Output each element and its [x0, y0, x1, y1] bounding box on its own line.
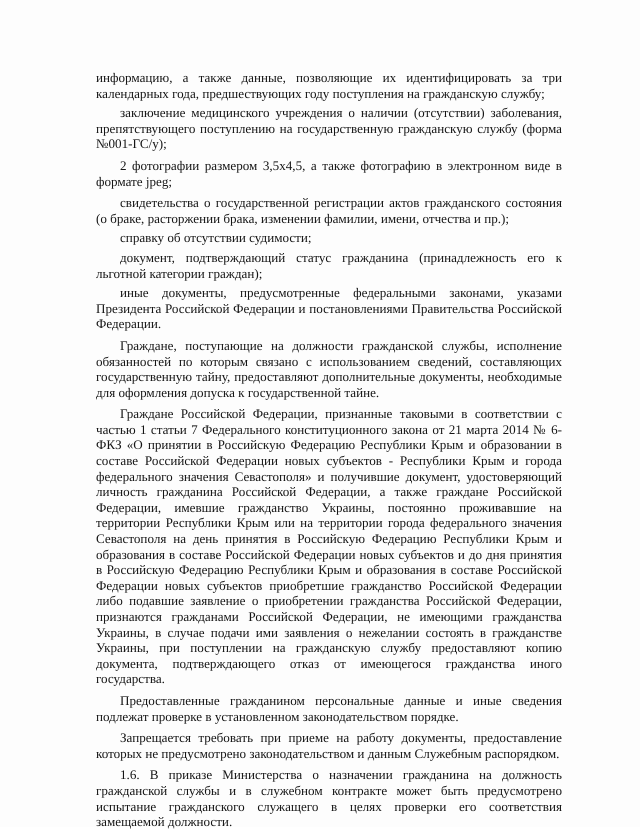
- paragraph-12: 1.6. В приказе Министерства о назначении гражданина на должность гражданской службы и в служебном контракте может быть предусмотрено испытание гражданского служащего в целях проверки его соответствия замещаемой должности.: [96, 767, 562, 830]
- paragraph-6: документ, подтверждающий статус гражданина (принадлежность его к льготной категории граждан);: [96, 249, 562, 281]
- paragraph-3: 2 фотографии размером 3,5х4,5, а также фотографию в электронном виде в формате jpeg;: [96, 157, 562, 189]
- paragraph-7: иные документы, предусмотренные федеральными законами, указами Президента Российской Федерации и постановлениями Правительства Российской Федерации.: [96, 285, 562, 332]
- paragraph-8: Граждане, поступающие на должности гражданской службы, исполнение обязанностей по которым связано с использованием сведений, составляющих государственную тайну, предоставляют дополнительные документы, необходимые для оформления допуска к государственной тайне.: [96, 337, 562, 400]
- paragraph-2: заключение медицинского учреждения о наличии (отсутствии) заболевания, препятствующего поступлению на государственную гражданскую службу (форма №001-ГС/у);: [96, 105, 562, 152]
- paragraph-5: справку об отсутствии судимости;: [120, 230, 312, 246]
- paragraph-9: Граждане Российской Федерации, признанные таковыми в соответствии с частью 1 статьи 7 Федерального конституционного закона от 21 марта 2014 № 6-ФКЗ «О принятии в Российскую Федерацию Республики Крым и образовании в составе Российской Федерации новых субъектов - Республики Крым и города федерального значения Севастополя» и получившие документ, удостоверяющий личность гражданина Российской Федерации, а также граждане Российской Федерации, имевшие гражданство Украины, постоянно проживавшие на территории Республики Крым или на территории города федерального значения Севастополя на день принятия в Российскую Федерацию Республики Крым и образования в составе Российской Федерации новых субъектов и до дня принятия в Российскую Федерацию Республики Крым и образования в составе Российской Федерации новых субъектов приобретшие гражданство Российской Федерации либо подавшие заявление о приобретении гражданства Российской Федерации, признаются гражданами Российской Федерации, не имеющими гражданства Украины, в случае подачи ими заявления о нежелании состоять в гражданстве Украины, при поступлении на гражданскую службу предоставляют копию документа, подтверждающего отказ от имеющегося гражданства иного государства.: [96, 406, 562, 687]
- paragraph-1: информацию, а также данные, позволяющие их идентифицировать за три календарных года, предшествующих году поступления на гражданскую службу;: [96, 70, 562, 101]
- paragraph-10: Предоставленные гражданином персональные данные и иные сведения подлежат проверке в установленном законодательством порядке.: [96, 692, 562, 724]
- document-body: [96, 70, 562, 830]
- paragraph-11: Запрещается требовать при приеме на работу документы, предоставление которых не предусмотрено законодательством и данным Служебным распорядком.: [96, 730, 562, 761]
- paragraph-4: свидетельства о государственной регистрации актов гражданского состояния (о браке, расторжении брака, изменении фамилии, имени, отчества и пр.);: [96, 195, 562, 226]
